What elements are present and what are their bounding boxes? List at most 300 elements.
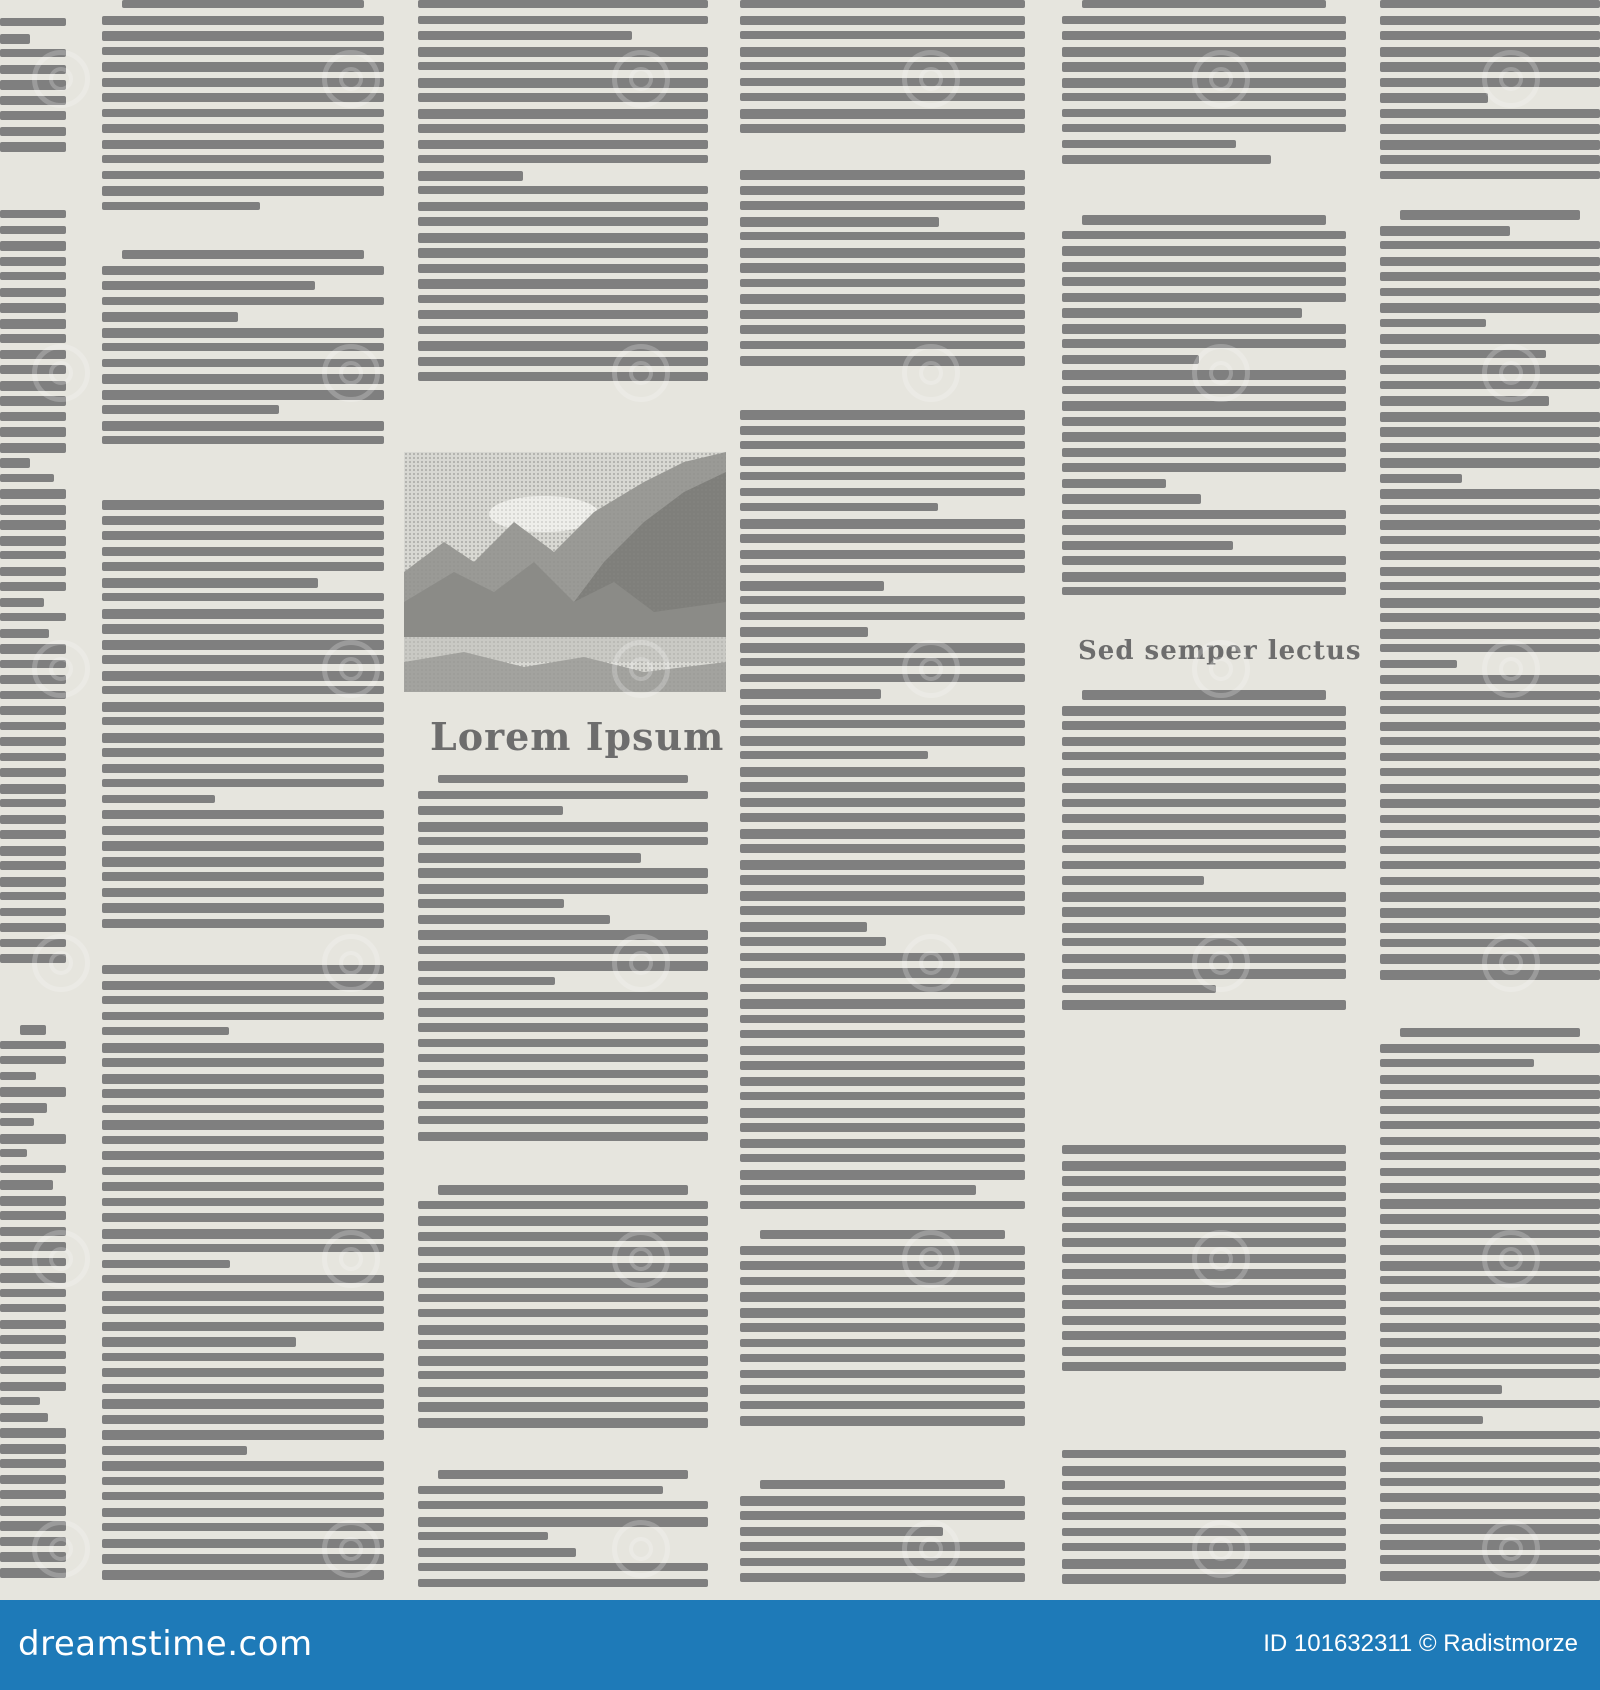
text-line — [740, 410, 1025, 420]
text-line — [1380, 226, 1510, 236]
text-line — [418, 930, 708, 940]
text-line — [1380, 1044, 1600, 1053]
text-line — [1380, 691, 1600, 700]
text-line — [418, 47, 708, 57]
text-line — [740, 906, 1025, 915]
text-line — [1380, 93, 1488, 103]
text-line — [438, 775, 688, 783]
text-line — [102, 186, 384, 196]
text-line — [1380, 799, 1600, 808]
text-line — [740, 279, 1025, 287]
text-line — [740, 1030, 1025, 1038]
text-line — [102, 1136, 384, 1144]
text-line — [740, 875, 1025, 885]
text-line — [102, 1213, 384, 1222]
text-line — [102, 1260, 230, 1268]
text-line — [1062, 572, 1346, 582]
text-line — [740, 78, 1025, 86]
watermark-icon — [1482, 640, 1540, 698]
text-line — [1062, 541, 1233, 550]
text-line — [740, 813, 1025, 822]
text-line — [1380, 257, 1600, 266]
watermark-icon — [322, 934, 380, 992]
text-line — [102, 1058, 384, 1067]
text-line — [0, 536, 66, 546]
text-line — [740, 751, 928, 759]
text-line — [1062, 355, 1199, 364]
text-line — [418, 124, 708, 133]
text-line — [0, 1211, 66, 1220]
text-line — [418, 1340, 708, 1349]
text-line — [1380, 1478, 1600, 1486]
text-line — [740, 0, 1025, 8]
text-block — [1380, 210, 1600, 1000]
text-line — [740, 201, 1025, 210]
text-line — [1062, 721, 1346, 730]
text-line — [1062, 324, 1346, 334]
text-line — [0, 629, 49, 638]
text-line — [740, 341, 1025, 349]
text-line — [1380, 1121, 1600, 1129]
text-line — [1380, 706, 1600, 714]
text-line — [1380, 722, 1600, 731]
text-line — [740, 16, 1025, 25]
text-line — [102, 578, 318, 588]
text-line — [0, 815, 66, 824]
text-line — [102, 1461, 384, 1471]
watermark-icon — [322, 1520, 380, 1578]
text-line — [1380, 908, 1600, 918]
text-line — [740, 1061, 1025, 1070]
text-line — [1380, 582, 1600, 590]
text-line — [102, 1198, 384, 1206]
text-line — [418, 0, 708, 8]
watermark-icon — [902, 934, 960, 992]
text-line — [0, 567, 66, 576]
text-line — [740, 488, 1025, 496]
text-line — [1380, 536, 1600, 544]
text-line — [740, 1511, 1025, 1520]
text-line — [740, 953, 1025, 961]
text-line — [102, 405, 279, 414]
text-line — [740, 658, 1025, 666]
text-line — [740, 612, 1025, 620]
text-line — [1062, 814, 1346, 823]
text-block — [740, 410, 1025, 1225]
text-line — [418, 1486, 663, 1494]
text-line — [740, 1308, 1025, 1318]
text-line — [740, 248, 1025, 258]
text-line — [0, 1351, 66, 1359]
text-line — [102, 624, 384, 634]
text-line — [1380, 1509, 1600, 1519]
watermark-icon — [32, 934, 90, 992]
text-line — [102, 748, 384, 757]
text-line — [740, 550, 1025, 559]
mountain-halftone-photo — [404, 452, 726, 692]
text-line — [1380, 846, 1600, 854]
text-line — [740, 689, 881, 699]
text-line — [1380, 1106, 1600, 1114]
text-line — [740, 534, 1025, 543]
text-line — [740, 426, 1025, 435]
text-line — [0, 1382, 66, 1391]
text-block — [0, 1025, 66, 1595]
text-line — [0, 706, 66, 715]
text-line — [1062, 830, 1346, 839]
text-line — [418, 1054, 708, 1062]
text-line — [740, 860, 1025, 870]
text-line — [0, 1149, 27, 1157]
text-block — [102, 500, 384, 940]
text-line — [1380, 892, 1600, 902]
text-line — [740, 1015, 1025, 1023]
text-line — [102, 810, 384, 819]
text-line — [740, 294, 1025, 304]
text-line — [1380, 1152, 1600, 1160]
text-line — [1380, 753, 1600, 761]
text-line — [102, 16, 384, 25]
text-line — [102, 779, 384, 787]
text-line — [1062, 31, 1346, 40]
text-line — [740, 1261, 1025, 1270]
text-line — [1380, 412, 1600, 422]
text-line — [1062, 339, 1346, 348]
text-line — [1062, 1316, 1346, 1325]
text-line — [1380, 47, 1600, 57]
text-line — [418, 217, 708, 226]
text-line — [740, 31, 1025, 39]
text-line — [1062, 16, 1346, 24]
text-line — [1062, 1347, 1346, 1356]
text-line — [102, 996, 384, 1004]
text-line — [740, 984, 1025, 992]
text-line — [740, 109, 1025, 119]
watermark-icon — [32, 1520, 90, 1578]
text-line — [0, 241, 66, 251]
text-line — [1380, 31, 1600, 40]
text-line — [0, 210, 66, 218]
text-line — [102, 1151, 384, 1160]
watermark-icon — [32, 344, 90, 402]
text-line — [102, 1353, 384, 1361]
text-line — [1380, 458, 1600, 468]
text-line — [102, 516, 384, 525]
text-line — [102, 436, 384, 444]
text-line — [740, 62, 1025, 70]
text-line — [740, 263, 1025, 273]
text-line — [102, 857, 384, 867]
text-line — [1380, 1230, 1600, 1238]
text-line — [0, 1087, 66, 1097]
watermark-icon — [902, 640, 960, 698]
text-line — [1380, 288, 1600, 296]
text-line — [0, 1041, 66, 1049]
text-line — [1400, 1028, 1580, 1037]
text-line — [1380, 1307, 1600, 1315]
text-line — [740, 1292, 1025, 1302]
text-line — [122, 250, 364, 259]
text-line — [1062, 1145, 1346, 1154]
text-line — [0, 474, 54, 482]
text-line — [1380, 1447, 1600, 1455]
text-line — [418, 248, 708, 258]
text-line — [1062, 737, 1346, 746]
text-line — [0, 1304, 66, 1312]
text-line — [1062, 587, 1346, 595]
text-line — [740, 829, 1025, 839]
text-line — [102, 1167, 384, 1175]
text-line — [102, 202, 260, 210]
text-line — [0, 1459, 66, 1468]
text-line — [102, 124, 384, 133]
text-line — [1380, 830, 1600, 838]
text-line — [102, 1043, 384, 1053]
text-line — [418, 140, 708, 149]
text-line — [0, 142, 66, 152]
text-line — [740, 1354, 1025, 1362]
text-line — [1062, 494, 1201, 504]
text-block — [1062, 215, 1346, 605]
text-line — [418, 899, 564, 908]
text-line — [1062, 1161, 1346, 1171]
headline-side: Sed semper lectus — [1078, 636, 1362, 666]
text-line — [418, 822, 708, 832]
text-line — [0, 1134, 66, 1144]
text-line — [0, 334, 66, 343]
text-line — [418, 1116, 708, 1124]
text-line — [740, 170, 1025, 180]
text-line — [1062, 876, 1204, 885]
text-line — [418, 1008, 708, 1017]
text-line — [102, 500, 384, 510]
text-line — [102, 1027, 229, 1035]
text-line — [1380, 1416, 1483, 1424]
text-line — [740, 1558, 1025, 1566]
text-line — [418, 1085, 708, 1093]
text-line — [1062, 923, 1346, 933]
text-line — [0, 111, 66, 120]
watermark-icon — [1482, 934, 1540, 992]
text-line — [740, 47, 1025, 57]
text-line — [418, 186, 708, 194]
text-line — [1380, 1338, 1600, 1347]
watermark-icon — [1192, 1520, 1250, 1578]
text-line — [1380, 1462, 1600, 1472]
text-line — [1062, 262, 1346, 272]
text-line — [102, 328, 384, 338]
text-line — [1380, 877, 1600, 885]
watermark-icon — [902, 1520, 960, 1578]
text-line — [0, 799, 66, 807]
text-line — [418, 1371, 708, 1379]
text-line — [102, 1105, 384, 1113]
text-line — [740, 1246, 1025, 1255]
watermark-icon — [902, 1230, 960, 1288]
text-line — [102, 1430, 384, 1440]
text-block — [740, 0, 1025, 140]
text-line — [418, 1402, 708, 1412]
text-line — [1380, 427, 1600, 437]
text-line — [418, 264, 708, 273]
text-line — [0, 1366, 66, 1374]
text-line — [740, 1170, 1025, 1180]
text-line — [1062, 1574, 1346, 1584]
text-line — [0, 923, 66, 932]
text-block — [740, 1230, 1025, 1445]
text-line — [0, 1335, 66, 1344]
text-line — [102, 1415, 384, 1424]
text-line — [418, 326, 708, 334]
text-line — [418, 1101, 708, 1109]
text-line — [1380, 598, 1600, 608]
watermark-icon — [1192, 50, 1250, 108]
text-line — [1380, 303, 1600, 313]
text-line — [1062, 1300, 1346, 1309]
text-line — [1062, 510, 1346, 519]
text-block — [0, 210, 66, 970]
watermark-icon — [1192, 1230, 1250, 1288]
text-line — [418, 202, 708, 211]
text-line — [418, 1309, 708, 1317]
text-line — [1062, 556, 1346, 565]
text-line — [418, 977, 555, 985]
text-line — [1062, 308, 1302, 318]
text-line — [740, 1108, 1025, 1118]
text-line — [102, 888, 384, 897]
text-line — [1380, 474, 1462, 483]
text-line — [1380, 1075, 1600, 1084]
text-line — [740, 922, 867, 932]
text-line — [1062, 799, 1346, 807]
text-line — [1380, 505, 1600, 514]
text-line — [740, 999, 1025, 1009]
text-line — [740, 472, 1025, 480]
text-line — [1380, 1369, 1600, 1378]
text-line — [418, 310, 708, 319]
text-line — [418, 915, 610, 924]
text-line — [1380, 1292, 1600, 1301]
text-line — [0, 319, 66, 329]
watermark-icon — [1482, 344, 1540, 402]
text-line — [1380, 109, 1600, 118]
text-line — [102, 1089, 384, 1098]
text-line — [0, 34, 30, 44]
text-line — [0, 908, 66, 916]
text-line — [418, 295, 708, 303]
text-line — [740, 565, 1025, 573]
text-line — [418, 233, 708, 243]
text-line — [0, 1320, 66, 1329]
text-line — [102, 547, 384, 556]
text-line — [0, 489, 66, 499]
text-line — [418, 1039, 708, 1047]
text-line — [418, 1501, 708, 1509]
text-line — [740, 1092, 1025, 1100]
text-line — [740, 186, 1025, 195]
text-line — [740, 782, 1025, 792]
text-line — [1062, 1450, 1346, 1458]
text-line — [0, 737, 66, 746]
text-line — [0, 1118, 34, 1126]
text-line — [1062, 109, 1346, 117]
text-line — [1380, 241, 1600, 249]
text-line — [0, 598, 44, 607]
text-line — [0, 551, 66, 559]
text-line — [1380, 815, 1600, 823]
text-line — [1062, 768, 1346, 776]
text-line — [1380, 1354, 1600, 1364]
watermark-icon — [32, 1230, 90, 1288]
text-line — [102, 562, 384, 571]
text-line — [740, 356, 1025, 366]
mountain-photo-svg — [404, 452, 726, 692]
text-line — [418, 341, 708, 351]
text-line — [0, 613, 66, 621]
text-line — [0, 1490, 66, 1499]
text-line — [1380, 1571, 1600, 1581]
text-line — [1062, 479, 1166, 488]
text-line — [740, 310, 1025, 319]
text-line — [740, 1385, 1025, 1394]
text-line — [760, 1230, 1005, 1239]
text-line — [740, 767, 1025, 777]
text-line — [418, 109, 708, 119]
text-line — [1380, 768, 1600, 776]
text-line — [0, 1397, 40, 1405]
text-line — [102, 717, 384, 725]
text-line — [418, 31, 632, 40]
copyright-symbol: © — [1418, 1630, 1437, 1657]
text-line — [1380, 1199, 1600, 1209]
text-line — [418, 1356, 708, 1366]
text-line — [1380, 443, 1600, 452]
text-line — [1062, 1176, 1346, 1186]
text-line — [438, 1185, 688, 1195]
text-line — [102, 531, 384, 540]
text-line — [740, 736, 1025, 746]
text-line — [418, 791, 708, 799]
text-line — [1062, 448, 1346, 457]
text-line — [102, 297, 384, 305]
text-line — [740, 519, 1025, 529]
text-line — [1062, 1497, 1346, 1505]
text-line — [740, 1046, 1025, 1055]
headline-main: Lorem Ipsum — [430, 714, 725, 759]
image-credit — [1263, 1630, 1578, 1658]
text-line — [1380, 629, 1600, 639]
text-line — [0, 505, 66, 515]
text-line — [1062, 1481, 1346, 1490]
text-line — [1062, 892, 1346, 902]
text-line — [102, 1182, 384, 1191]
text-line — [1400, 210, 1580, 220]
text-line — [0, 861, 66, 870]
text-line — [1062, 752, 1346, 760]
text-line — [740, 1139, 1025, 1148]
text-line — [740, 1542, 1025, 1551]
text-line — [1380, 784, 1600, 793]
watermark-icon — [902, 344, 960, 402]
text-line — [418, 1132, 708, 1141]
text-line — [0, 257, 66, 266]
text-block — [418, 0, 708, 400]
text-line — [1062, 1362, 1346, 1371]
text-line — [438, 1470, 688, 1479]
watermark-icon — [612, 934, 670, 992]
watermark-icon — [1192, 934, 1250, 992]
text-line — [418, 1278, 708, 1288]
